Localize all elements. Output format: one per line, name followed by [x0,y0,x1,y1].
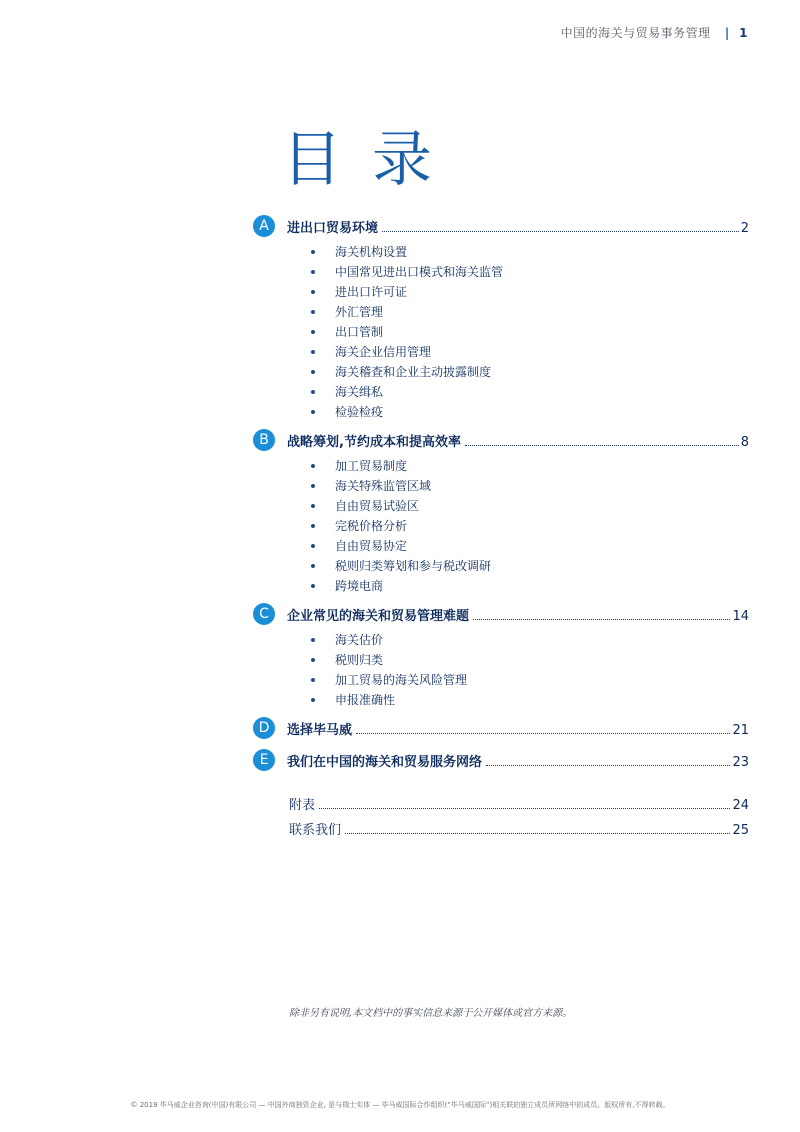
section-letter-badge: A [253,215,275,237]
subsection-list [253,242,749,422]
section-title[interactable]: 战略筹划,节约成本和提高效率 [287,434,461,450]
subsection-item[interactable]: 申报准确性 [335,690,749,710]
subsection-item[interactable]: 出口管制 [335,322,749,342]
section-page-number: 21 [732,722,749,738]
toc-extra-entry[interactable] [289,819,749,844]
subsection-item[interactable]: 加工贸易的海关风险管理 [335,670,749,690]
extra-page-number: 25 [732,823,749,838]
extra-page-number: 24 [732,798,749,813]
toc-section-a[interactable] [253,214,749,238]
dot-leader [465,444,739,446]
subsection-list [253,630,749,710]
subsection-item[interactable]: 海关稽查和企业主动披露制度 [335,362,749,382]
dot-leader [345,832,730,834]
source-note: 除非另有说明,本文档中的事实信息来源于公开媒体或官方来源。 [289,1008,573,1019]
section-page-number: 8 [740,434,749,450]
dot-leader [356,732,730,734]
header-title: 中国的海关与贸易事务管理 [560,26,711,40]
header-separator: | [724,26,730,40]
toc-section-d[interactable] [253,716,749,740]
subsection-item[interactable]: 自由贸易试验区 [335,496,749,516]
subsection-item[interactable]: 检验检疫 [335,402,749,422]
table-of-contents [253,214,749,780]
subsection-item[interactable]: 中国常见进出口模式和海关监管 [335,262,749,282]
toc-extra-entry[interactable] [289,794,749,819]
subsection-item[interactable]: 跨境电商 [335,576,749,596]
section-letter-badge: E [253,749,275,771]
subsection-item[interactable]: 海关机构设置 [335,242,749,262]
section-letter-badge: B [253,429,275,451]
extra-title[interactable]: 联系我们 [289,823,342,838]
running-header [561,24,748,41]
section-title[interactable]: 企业常见的海关和贸易管理难题 [287,608,470,624]
section-letter-badge: D [253,717,275,739]
toc-section-c[interactable] [253,602,749,626]
toc-section-e[interactable] [253,748,749,772]
subsection-item[interactable]: 加工贸易制度 [335,456,749,476]
section-page-number: 2 [740,220,749,236]
subsection-item[interactable]: 海关缉私 [335,382,749,402]
section-page-number: 23 [732,754,749,770]
subsection-item[interactable]: 税则归类 [335,650,749,670]
subsection-item[interactable]: 海关估价 [335,630,749,650]
subsection-item[interactable]: 外汇管理 [335,302,749,322]
subsection-item[interactable]: 自由贸易协定 [335,536,749,556]
section-letter-badge: C [253,603,275,625]
dot-leader [486,764,730,766]
subsection-item[interactable]: 海关特殊监管区域 [335,476,749,496]
dot-leader [319,807,730,809]
subsection-item[interactable]: 进出口许可证 [335,282,749,302]
subsection-list [253,456,749,596]
header-page-number: 1 [739,26,748,40]
extra-title[interactable]: 附表 [289,798,316,813]
subsection-item[interactable]: 完税价格分析 [335,516,749,536]
dot-leader [382,230,739,232]
section-title[interactable]: 进出口贸易环境 [287,220,379,236]
section-title[interactable]: 我们在中国的海关和贸易服务网络 [287,754,483,770]
subsection-item[interactable]: 海关企业信用管理 [335,342,749,362]
copyright-footer: © 2019 毕马威企业咨询(中国)有限公司 — 中国外商独资企业, 是与瑞士实体 — 毕马威国际合作组织(“毕马威国际”)相关联的独立成员所网络中的成员。版权所有,不得转载。 [130,1101,670,1109]
extra-entries [289,794,749,844]
toc-section-b[interactable] [253,428,749,452]
page-title: 目录 [282,125,462,195]
subsection-item[interactable]: 税则归类筹划和参与税改调研 [335,556,749,576]
dot-leader [473,618,730,620]
section-page-number: 14 [732,608,749,624]
section-title[interactable]: 选择毕马威 [287,722,353,738]
